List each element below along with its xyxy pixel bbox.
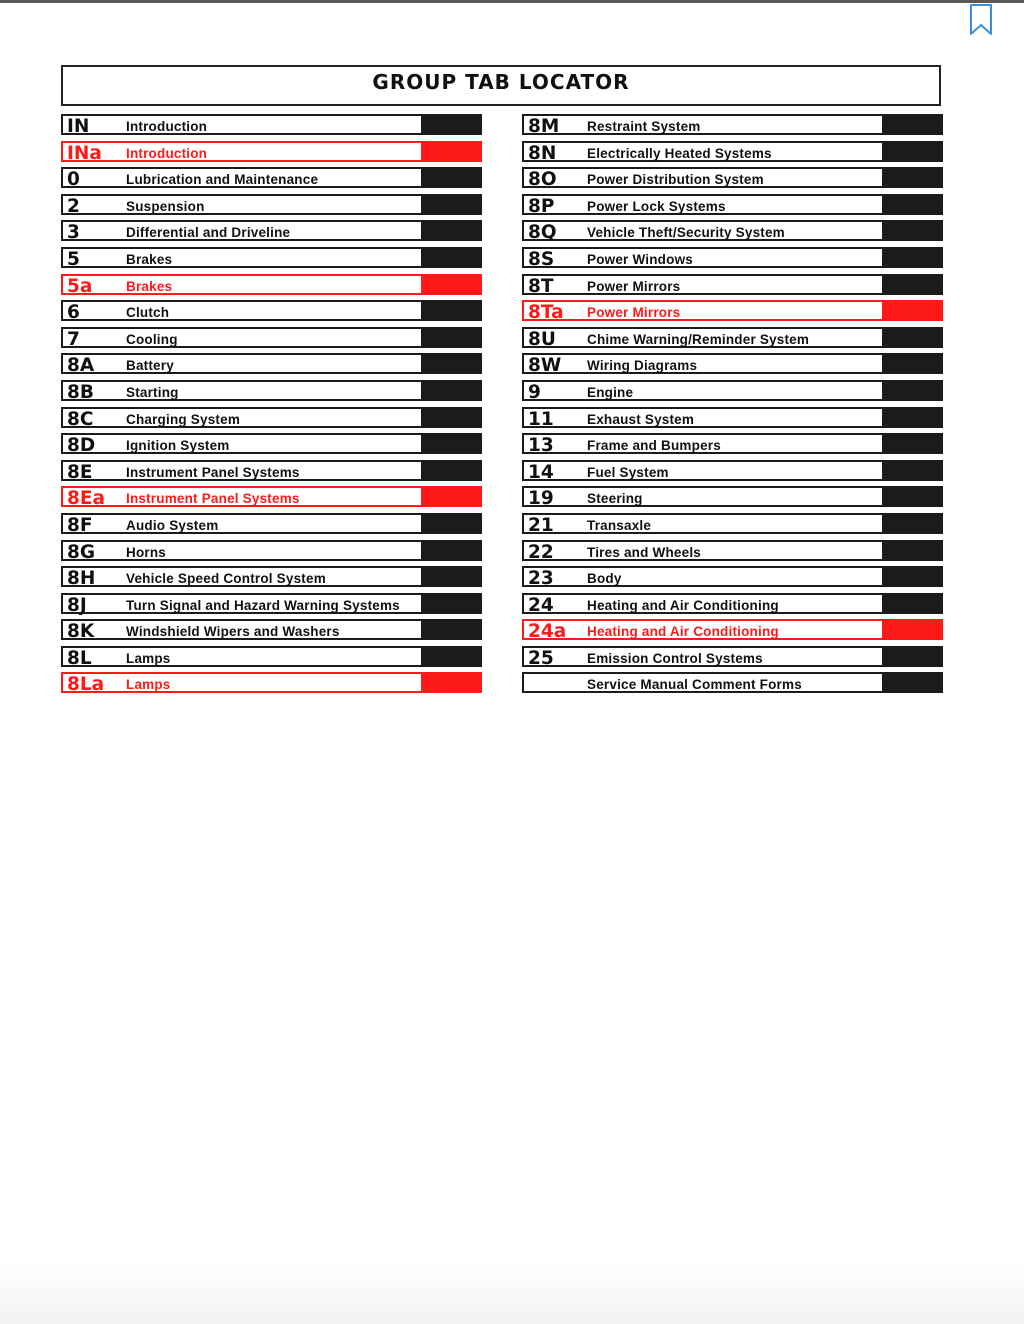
tab-marker-black	[422, 114, 482, 135]
page-title: GROUP TAB LOCATOR	[372, 70, 630, 94]
tab-row-frame	[61, 513, 423, 534]
tab-row-frame	[61, 220, 423, 244]
tab-marker-black	[883, 274, 943, 295]
tab-code: 8W	[528, 355, 562, 377]
tab-marker-black	[883, 566, 943, 587]
tab-row-frame	[61, 566, 423, 590]
right-tab-row-25[interactable]	[522, 646, 943, 667]
tab-label: Lubrication and Maintenance	[126, 172, 319, 188]
tab-row-frame	[522, 646, 884, 667]
tab-row-frame	[522, 141, 884, 162]
tab-marker-red	[422, 486, 482, 507]
tab-row-frame	[522, 672, 884, 693]
tab-code: INa	[67, 142, 102, 164]
tab-label: Cooling	[126, 331, 178, 347]
tab-marker-black	[422, 247, 482, 268]
tab-row-frame	[61, 274, 423, 295]
left-tab-row-5a[interactable]	[61, 274, 482, 295]
tab-marker-black	[422, 646, 482, 667]
tab-label: Power Windows	[587, 251, 693, 267]
tab-label: Steering	[587, 491, 643, 507]
tab-code: 22	[528, 541, 554, 563]
tab-code: IN	[67, 116, 90, 137]
right-tab-row-23[interactable]	[522, 566, 943, 590]
tab-label: Clutch	[126, 305, 170, 321]
tab-label: Service Manual Comment Forms	[587, 677, 802, 693]
tab-row-frame	[522, 460, 884, 481]
tab-marker-black	[422, 300, 482, 321]
tab-row-frame	[61, 646, 423, 667]
tab-marker-black	[883, 540, 943, 561]
tab-label: Instrument Panel Systems	[126, 491, 300, 507]
tab-code: 8E	[67, 461, 93, 483]
tab-code: 5	[67, 248, 80, 270]
tab-row-frame	[61, 672, 423, 696]
tab-row-frame	[61, 619, 423, 643]
tab-marker-black	[883, 433, 943, 454]
right-tab-row-13[interactable]	[522, 433, 943, 457]
tab-row-frame	[61, 300, 423, 324]
left-tab-row-8la[interactable]	[61, 672, 482, 696]
tab-label: Transaxle	[587, 517, 652, 533]
tab-row-frame	[61, 247, 423, 268]
tab-row-frame	[522, 220, 884, 244]
tab-marker-black	[883, 380, 943, 401]
tab-marker-black	[883, 220, 943, 241]
tab-row-frame	[522, 380, 884, 401]
left-tab-row-6[interactable]	[61, 300, 482, 324]
tab-label: Vehicle Theft/Security System	[587, 225, 785, 241]
left-tab-row-8b[interactable]	[61, 380, 482, 401]
tab-row-frame	[522, 619, 884, 643]
left-tab-row-8j[interactable]	[61, 593, 482, 614]
right-tab-row-8ta[interactable]	[522, 300, 943, 324]
left-tab-row-8g[interactable]	[61, 540, 482, 561]
tab-code: 8S	[528, 248, 555, 270]
tab-marker-black	[883, 167, 943, 188]
tab-row-frame	[61, 380, 423, 401]
viewer-top-border	[0, 0, 1024, 3]
tab-code: 14	[528, 461, 554, 483]
tab-code: 8L	[67, 647, 92, 669]
tab-row-frame	[522, 353, 884, 377]
tab-marker-red	[883, 300, 943, 321]
tab-code: 8Q	[528, 222, 557, 244]
tab-marker-black	[422, 353, 482, 374]
tab-row-frame	[61, 141, 423, 162]
tab-label: Windshield Wipers and Washers	[126, 624, 340, 640]
tab-row-frame	[522, 114, 884, 135]
tab-row-frame	[522, 194, 884, 215]
tab-marker-red	[422, 274, 482, 295]
tab-marker-black	[883, 194, 943, 215]
left-tab-row-2[interactable]	[61, 194, 482, 215]
tab-code: 13	[528, 435, 554, 457]
tab-code: 8F	[67, 514, 93, 536]
tab-marker-black	[422, 194, 482, 215]
right-tab-row-24[interactable]	[522, 593, 943, 614]
tab-marker-black	[422, 380, 482, 401]
tab-row-frame	[61, 486, 423, 510]
left-tab-row-0[interactable]	[61, 167, 482, 191]
tab-marker-black	[883, 353, 943, 374]
tab-code: 8P	[528, 195, 555, 217]
tab-label: Audio System	[126, 517, 219, 533]
tab-row-frame	[61, 433, 423, 457]
left-tab-row-8ea[interactable]	[61, 486, 482, 510]
tab-label: Brakes	[126, 278, 173, 294]
right-tab-row-comment-forms[interactable]	[522, 672, 943, 693]
tab-code: 8C	[67, 408, 94, 430]
tab-code: 8A	[67, 355, 95, 377]
tab-code: 8K	[67, 621, 95, 643]
tab-row-frame	[61, 353, 423, 377]
tab-marker-black	[422, 220, 482, 241]
tab-label: Emission Control Systems	[587, 650, 763, 666]
tab-code: 8D	[67, 435, 96, 457]
right-tab-row-8u[interactable]	[522, 327, 943, 348]
tab-code: 5a	[67, 275, 93, 297]
tab-label: Frame and Bumpers	[587, 438, 721, 454]
left-tab-row-8k[interactable]	[61, 619, 482, 643]
tab-code: 8La	[67, 674, 105, 696]
tab-code: 8H	[67, 568, 96, 590]
tab-row-frame	[61, 460, 423, 481]
tab-label: Vehicle Speed Control System	[126, 571, 326, 587]
tab-label: Heating and Air Conditioning	[587, 624, 779, 640]
right-tab-row-14[interactable]	[522, 460, 943, 481]
right-tab-row-22[interactable]	[522, 540, 943, 561]
tab-row-frame	[61, 114, 423, 135]
tab-marker-red	[422, 672, 482, 693]
left-tab-row-8f[interactable]	[61, 513, 482, 534]
left-tab-row-8e[interactable]	[61, 460, 482, 481]
tab-marker-black	[422, 460, 482, 481]
page-bottom-shadow	[0, 1264, 1024, 1324]
tab-code: 8B	[67, 381, 94, 403]
tab-code: 0	[67, 169, 80, 191]
tab-label: Body	[587, 571, 622, 587]
right-tab-row-8q[interactable]	[522, 220, 943, 244]
left-tab-column	[61, 114, 482, 699]
right-tab-row-8s[interactable]	[522, 247, 943, 268]
right-tab-column	[522, 114, 943, 699]
tab-code: 8G	[67, 541, 96, 563]
tab-code: 11	[528, 408, 554, 430]
tab-code: 8J	[67, 594, 87, 616]
tab-marker-black	[883, 407, 943, 428]
tab-marker-black	[422, 433, 482, 454]
tab-marker-black	[422, 540, 482, 561]
tab-marker-black	[883, 672, 943, 693]
tab-row-frame	[61, 327, 423, 348]
tab-code: 19	[528, 488, 554, 510]
left-tab-row-7[interactable]	[61, 327, 482, 348]
right-tab-row-8n[interactable]	[522, 141, 943, 162]
tab-marker-red	[422, 141, 482, 162]
tab-marker-black	[422, 619, 482, 640]
tab-code: 7	[67, 328, 80, 350]
tab-row-frame	[522, 540, 884, 561]
left-tab-row-8h[interactable]	[61, 566, 482, 590]
tab-marker-black	[883, 247, 943, 268]
tab-row-frame	[61, 593, 423, 614]
tab-label: Power Mirrors	[587, 278, 681, 294]
tab-row-frame	[522, 247, 884, 268]
tab-code: 21	[528, 514, 554, 536]
tab-label: Tires and Wheels	[587, 544, 701, 560]
tab-label: Power Mirrors	[587, 305, 681, 321]
tab-row-frame	[522, 513, 884, 534]
right-tab-row-21[interactable]	[522, 513, 943, 534]
tab-row-frame	[522, 566, 884, 590]
tab-label: Exhaust System	[587, 411, 695, 427]
tab-row-frame	[61, 407, 423, 428]
tab-label: Instrument Panel Systems	[126, 464, 300, 480]
tab-label: Restraint System	[587, 119, 701, 134]
tab-code: 24	[528, 594, 554, 616]
right-tab-row-24a[interactable]	[522, 619, 943, 643]
tab-code: 9	[528, 381, 541, 403]
left-tab-row-8l[interactable]	[61, 646, 482, 667]
right-tab-row-11[interactable]	[522, 407, 943, 428]
tab-code: 8Ta	[528, 302, 564, 324]
tab-code: 8U	[528, 328, 556, 350]
tab-label: Fuel System	[587, 464, 669, 480]
tab-label: Ignition System	[126, 438, 230, 454]
tab-marker-black	[883, 327, 943, 348]
tab-marker-black	[883, 141, 943, 162]
tab-code: 3	[67, 222, 80, 244]
tab-marker-black	[422, 407, 482, 428]
tab-code: 24a	[528, 621, 567, 643]
tab-row-frame	[522, 433, 884, 457]
tab-label: Lamps	[126, 650, 171, 666]
bookmark-icon-svg	[968, 4, 994, 36]
tab-label: Charging System	[126, 411, 241, 427]
tab-row-frame	[61, 540, 423, 561]
tab-code: 23	[528, 568, 554, 590]
tab-code: 8N	[528, 142, 557, 164]
tab-label: Starting	[126, 384, 179, 400]
tab-label: Introduction	[126, 145, 208, 161]
tab-label: Turn Signal and Hazard Warning Systems	[126, 597, 400, 613]
tab-row-frame	[522, 593, 884, 614]
left-tab-row-8d[interactable]	[61, 433, 482, 457]
tab-marker-black	[883, 646, 943, 667]
tab-marker-black	[883, 593, 943, 614]
tab-label: Power Lock Systems	[587, 198, 726, 214]
tab-label: Differential and Driveline	[126, 225, 291, 241]
tab-code: 8T	[528, 275, 554, 297]
tab-row-frame	[522, 407, 884, 428]
tab-row-frame	[61, 194, 423, 215]
tab-label: Brakes	[126, 251, 173, 267]
tab-label: Suspension	[126, 198, 205, 214]
tab-label: Wiring Diagrams	[587, 358, 698, 374]
tab-marker-black	[422, 167, 482, 188]
tab-row-frame	[522, 274, 884, 295]
group-tab-locator-header	[61, 65, 941, 106]
right-tab-row-8m[interactable]	[522, 114, 943, 135]
tab-code: 25	[528, 647, 554, 669]
tab-label: Chime Warning/Reminder System	[587, 331, 810, 347]
tab-label: Heating and Air Conditioning	[587, 597, 779, 613]
right-tab-row-8o[interactable]	[522, 167, 943, 191]
tab-code: 8M	[528, 116, 560, 137]
tab-row-frame	[522, 327, 884, 348]
tab-marker-black	[422, 327, 482, 348]
tab-code: 8Ea	[67, 488, 105, 510]
tab-label: Lamps	[126, 677, 171, 693]
tab-label: Power Distribution System	[587, 172, 764, 188]
tab-label: Horns	[126, 544, 167, 560]
tab-marker-black	[422, 513, 482, 534]
tab-label: Electrically Heated Systems	[587, 145, 772, 161]
left-tab-row-in[interactable]	[61, 114, 482, 135]
right-tab-row-9[interactable]	[522, 380, 943, 401]
tab-marker-black	[883, 460, 943, 481]
tab-label: Engine	[587, 384, 634, 400]
tab-code: 2	[67, 195, 80, 217]
tab-label: Battery	[126, 358, 174, 374]
tab-code: 8O	[528, 169, 557, 191]
tab-marker-black	[422, 566, 482, 587]
tab-row-frame	[61, 167, 423, 191]
tab-code: 6	[67, 302, 80, 324]
tab-marker-red	[883, 619, 943, 640]
tab-marker-black	[422, 593, 482, 614]
tab-row-frame	[522, 167, 884, 191]
left-tab-row-5[interactable]	[61, 247, 482, 268]
tab-marker-black	[883, 486, 943, 507]
bookmark-icon[interactable]	[968, 4, 994, 36]
tab-row-frame	[522, 300, 884, 324]
left-tab-row-8c[interactable]	[61, 407, 482, 428]
tab-row-frame	[522, 486, 884, 510]
tab-label: Introduction	[126, 119, 208, 134]
left-tab-row-8a[interactable]	[61, 353, 482, 377]
right-tab-row-19[interactable]	[522, 486, 943, 510]
right-tab-row-8p[interactable]	[522, 194, 943, 215]
right-tab-row-8w[interactable]	[522, 353, 943, 377]
left-tab-row-ina[interactable]	[61, 141, 482, 162]
tab-marker-black	[883, 114, 943, 135]
tab-marker-black	[883, 513, 943, 534]
right-tab-row-8t[interactable]	[522, 274, 943, 295]
left-tab-row-3[interactable]	[61, 220, 482, 244]
